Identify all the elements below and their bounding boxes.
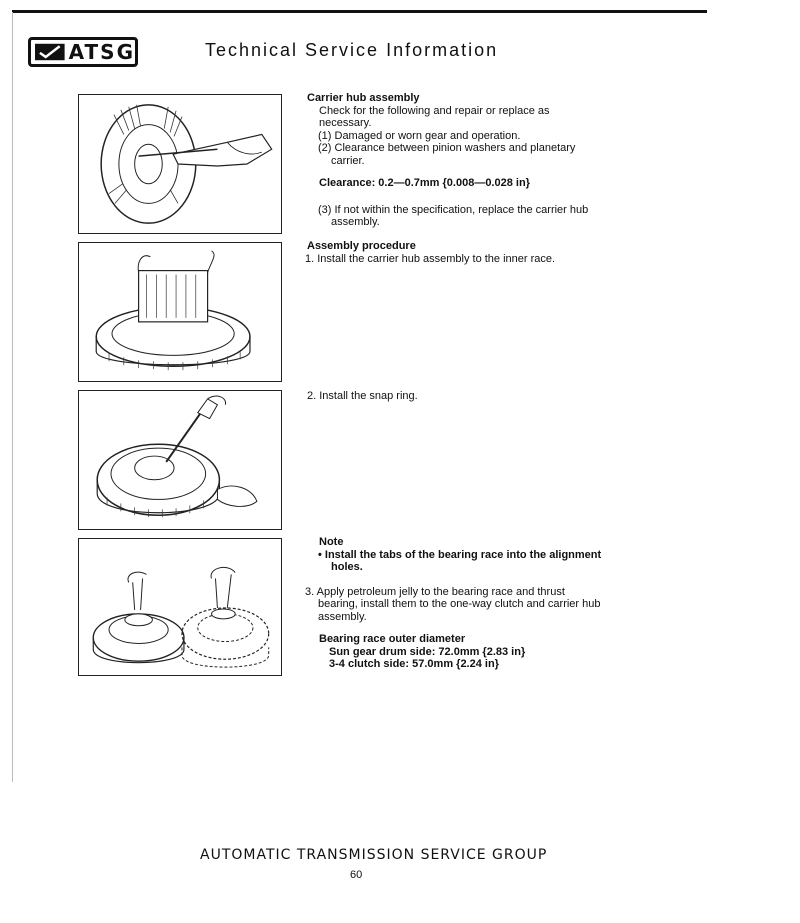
check-mark-icon <box>35 42 65 62</box>
figure-carrier-hub-clearance <box>78 94 282 234</box>
figure-bearing-race <box>78 538 282 676</box>
logo-text: ATSG <box>68 40 135 64</box>
page-number: 60 <box>350 869 363 881</box>
carrier-hub-item-2: (2) Clearance between pinion washers and planetary carrier. <box>318 142 576 167</box>
header-rule <box>12 10 707 13</box>
assembly-step-2: 2. Install the snap ring. <box>307 390 418 402</box>
carrier-hub-illustration <box>79 95 281 233</box>
assembly-section <box>307 240 602 265</box>
figure-snap-ring <box>78 390 282 530</box>
bearing-race-illustration <box>79 539 281 675</box>
race-title: Bearing race outer diameter <box>319 633 466 645</box>
carrier-hub-section <box>307 92 602 229</box>
carrier-hub-intro: Check for the following and repair or replace as necessary. <box>319 104 550 129</box>
carrier-hub-title: Carrier hub assembly <box>307 92 420 104</box>
race-sun-gear: Sun gear drum side: 72.0mm {2.83 in} <box>329 645 526 658</box>
footer-org: AUTOMATIC TRANSMISSION SERVICE GROUP <box>200 847 548 863</box>
atsg-logo <box>28 37 138 67</box>
assembly-step-3: 3. Apply petroleum jelly to the bearing race and thrust bearing, install them to the one-way clutch and carrier hub assembly. <box>305 585 601 623</box>
note-bullet: • Install the tabs of the bearing race into the alignment holes. <box>318 548 602 573</box>
page-title: Technical Service Information <box>205 40 499 60</box>
inner-race-illustration <box>79 243 281 381</box>
clearance-spec: Clearance: 0.2—0.7mm {0.008—0.028 in} <box>319 177 530 189</box>
note-title: Note <box>319 536 344 548</box>
bearing-race-section <box>307 536 602 671</box>
race-3-4-clutch: 3-4 clutch side: 57.0mm {2.24 in} <box>329 658 499 670</box>
left-margin-rule <box>12 12 13 782</box>
carrier-hub-item-1: (1) Damaged or worn gear and operation. <box>318 129 521 142</box>
snap-ring-step <box>307 390 602 403</box>
figure-install-carrier-hub <box>78 242 282 382</box>
assembly-title: Assembly procedure <box>307 240 416 252</box>
assembly-step-1: 1. Install the carrier hub assembly to the inner race. <box>305 252 556 265</box>
snap-ring-illustration <box>79 391 281 529</box>
carrier-hub-item-3: (3) If not within the specification, replace the carrier hub assembly. <box>318 203 589 228</box>
